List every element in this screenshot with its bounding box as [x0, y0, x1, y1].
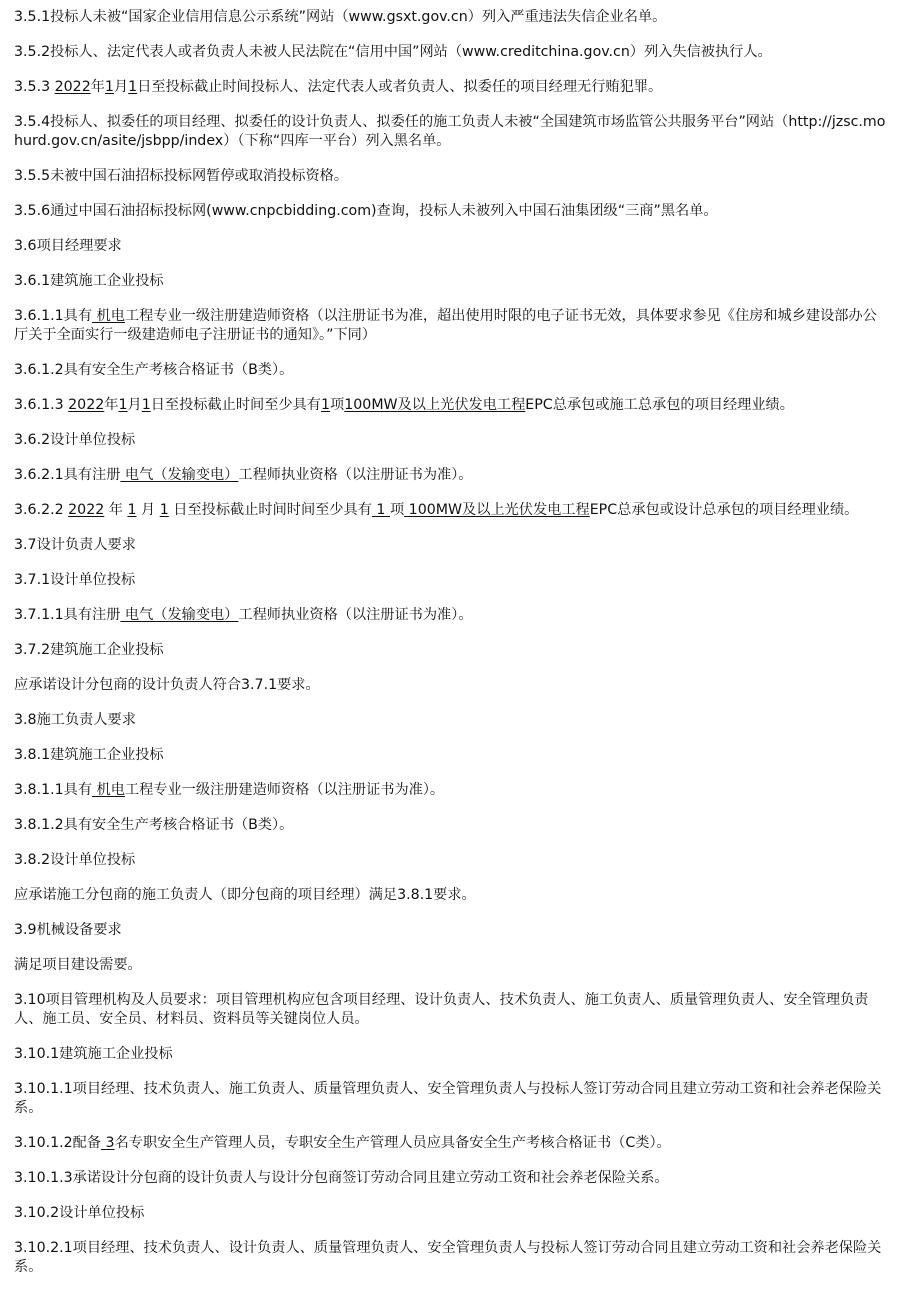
text-segment: 3.10.1建筑施工企业投标	[14, 1046, 173, 1062]
paragraph-p17	[14, 606, 888, 625]
paragraph-p5	[14, 167, 888, 186]
paragraph-p26	[14, 921, 888, 940]
text-segment: 日至投标截止时间投标人、法定代表人或者负责人、拟委任的项目经理无行贿犯罪。	[137, 79, 663, 95]
paragraph-p13	[14, 466, 888, 485]
text-segment: 3.8施工负责人要求	[14, 712, 136, 728]
text-segment: 3.8.2设计单位投标	[14, 852, 136, 868]
underlined-text: 2022	[68, 502, 105, 518]
underlined-text: 1	[371, 502, 390, 518]
text-segment: 3.5.4投标人、拟委任的项目经理、拟委任的设计负责人、拟委任的施工负责人未被“全国建筑市场监管公共服务平台”网站（http://jzsc.mohurd.gov.cn/asite/jsbpp/index）（下称“四库一平台）列入黑名单。	[14, 114, 886, 149]
text-segment: 工程师执业资格（以注册证书为准）。	[238, 467, 473, 483]
underlined-text: 1	[118, 397, 128, 413]
text-segment: 月	[136, 502, 160, 518]
paragraph-p8	[14, 272, 888, 291]
paragraph-p14	[14, 501, 888, 520]
text-segment: 3.5.2投标人、法定代表人或者负责人未被人民法院在“信用中国”网站（www.creditchina.gov.cn）列入失信被执行人。	[14, 44, 772, 60]
paragraph-p33	[14, 1204, 888, 1223]
paragraph-p2	[14, 43, 888, 62]
underlined-text: 机电	[92, 308, 125, 324]
paragraph-p4	[14, 113, 888, 151]
paragraph-p34	[14, 1239, 888, 1277]
paragraph-p29	[14, 1045, 888, 1064]
paragraph-p18	[14, 641, 888, 660]
paragraph-p12	[14, 431, 888, 450]
paragraph-p28	[14, 991, 888, 1029]
text-segment: 3.10.1.3承诺设计分包商的设计负责人与设计分包商签订劳动合同且建立劳动工资和社会养老保险关系。	[14, 1170, 669, 1186]
text-segment: 3.5.6通过中国石油招标投标网(www.cnpcbidding.com)查询，投标人未被列入中国石油集团级“三商”黑名单。	[14, 203, 718, 219]
text-segment: 3.10项目管理机构及人员要求：项目管理机构应包含项目经理、设计负责人、技术负责人、施工负责人、质量管理负责人、安全管理负责人、施工员、安全员、材料员、资料员等关键岗位人员。	[14, 992, 869, 1027]
underlined-text: 1	[104, 79, 114, 95]
text-segment: EPC总承包或施工总承包的项目经理业绩。	[525, 397, 794, 413]
underlined-text: 1	[141, 397, 151, 413]
underlined-text: 100MW及以上光伏发电工程	[404, 502, 590, 518]
text-segment: 3.5.3	[14, 79, 55, 95]
text-segment: 3.7设计负责人要求	[14, 537, 136, 553]
text-segment: 工程师执业资格（以注册证书为准）。	[238, 607, 473, 623]
text-segment: 3.6.1.3	[14, 397, 69, 413]
text-segment: 3.8.1.1具有	[14, 782, 93, 798]
text-segment: 3.5.5未被中国石油招标投标网暂停或取消投标资格。	[14, 168, 349, 184]
text-segment: 项	[389, 502, 405, 518]
text-segment: 3.10.2设计单位投标	[14, 1205, 145, 1221]
underlined-text: 2022	[68, 397, 105, 413]
text-segment: 项	[330, 397, 345, 413]
underlined-text: 3	[101, 1135, 115, 1151]
text-segment: 月	[113, 79, 129, 95]
paragraph-p10	[14, 361, 888, 380]
text-segment: 年	[104, 502, 128, 518]
text-segment: 3.9机械设备要求	[14, 922, 122, 938]
text-segment: 日至投标截止时间时间至少具有	[168, 502, 372, 518]
underlined-text: 1	[159, 502, 169, 518]
text-segment: 名专职安全生产管理人员，专职安全生产管理人员应具备安全生产考核合格证书（C类）。	[114, 1135, 671, 1151]
paragraph-p25	[14, 886, 888, 905]
text-segment: 年	[104, 397, 119, 413]
underlined-text: 1	[128, 79, 138, 95]
paragraph-p6	[14, 202, 888, 221]
text-segment: 3.5.1投标人未被“国家企业信用信息公示系统”网站（www.gsxt.gov.cn）列入严重违法失信企业名单。	[14, 9, 667, 25]
text-segment: 工程专业一级注册建造师资格（以注册证书为准，超出使用时限的电子证书无效，具体要求参见《住房和城乡建设部办公厅关于全面实行一级建造师电子注册证书的通知》。”下同）	[14, 308, 877, 343]
text-segment: 3.6.2设计单位投标	[14, 432, 136, 448]
paragraph-p32	[14, 1169, 888, 1188]
text-segment: 3.6.1.1具有	[14, 308, 93, 324]
paragraph-p21	[14, 746, 888, 765]
paragraph-p31	[14, 1134, 888, 1153]
text-segment: 3.6.2.2	[14, 502, 69, 518]
underlined-text: 2022	[54, 79, 91, 95]
text-segment: 日至投标截止时间至少具有	[150, 397, 321, 413]
paragraph-p22	[14, 781, 888, 800]
underlined-text: 机电	[92, 782, 125, 798]
text-segment: 3.10.2.1项目经理、技术负责人、设计负责人、质量管理负责人、安全管理负责人与投标人签订劳动合同且建立劳动工资和社会养老保险关系。	[14, 1240, 882, 1275]
text-segment: 满足项目建设需要。	[14, 957, 142, 973]
text-segment: 3.6项目经理要求	[14, 238, 122, 254]
text-segment: 3.10.1.2配备	[14, 1135, 102, 1151]
paragraph-p20	[14, 711, 888, 730]
underlined-text: 1	[127, 502, 137, 518]
text-segment: 应承诺施工分包商的施工负责人（即分包商的项目经理）满足3.8.1要求。	[14, 887, 476, 903]
paragraph-p19	[14, 676, 888, 695]
paragraph-p30	[14, 1080, 888, 1118]
underlined-text: 100MW及以上光伏发电工程	[344, 397, 526, 413]
text-segment: 工程专业一级注册建造师资格（以注册证书为准）。	[124, 782, 445, 798]
paragraph-p9	[14, 307, 888, 345]
text-segment: 3.7.1.1具有注册	[14, 607, 121, 623]
paragraph-p7	[14, 237, 888, 256]
text-segment: 3.8.1.2具有安全生产考核合格证书（B类）。	[14, 817, 294, 833]
text-segment: 3.10.1.1项目经理、技术负责人、施工负责人、质量管理负责人、安全管理负责人与投标人签订劳动合同且建立劳动工资和社会养老保险关系。	[14, 1081, 882, 1116]
paragraph-p11	[14, 396, 888, 415]
text-segment: 月	[127, 397, 142, 413]
paragraph-p3	[14, 78, 888, 97]
text-segment: 3.7.1设计单位投标	[14, 572, 136, 588]
text-segment: 3.6.1.2具有安全生产考核合格证书（B类）。	[14, 362, 294, 378]
underlined-text: 电气（发输变电）	[120, 607, 239, 623]
text-segment: 3.6.2.1具有注册	[14, 467, 121, 483]
paragraph-p27	[14, 956, 888, 975]
paragraph-p16	[14, 571, 888, 590]
paragraph-p24	[14, 851, 888, 870]
paragraph-p15	[14, 536, 888, 555]
text-segment: 应承诺设计分包商的设计负责人符合3.7.1要求。	[14, 677, 320, 693]
text-segment: 3.7.2建筑施工企业投标	[14, 642, 164, 658]
text-segment: 年	[90, 79, 105, 95]
paragraph-p1	[14, 8, 888, 27]
paragraph-p23	[14, 816, 888, 835]
text-segment: 3.8.1建筑施工企业投标	[14, 747, 164, 763]
text-segment: EPC总承包或设计总承包的项目经理业绩。	[589, 502, 859, 518]
text-segment: 3.6.1建筑施工企业投标	[14, 273, 164, 289]
underlined-text: 电气（发输变电）	[120, 467, 239, 483]
underlined-text: 1	[321, 397, 331, 413]
